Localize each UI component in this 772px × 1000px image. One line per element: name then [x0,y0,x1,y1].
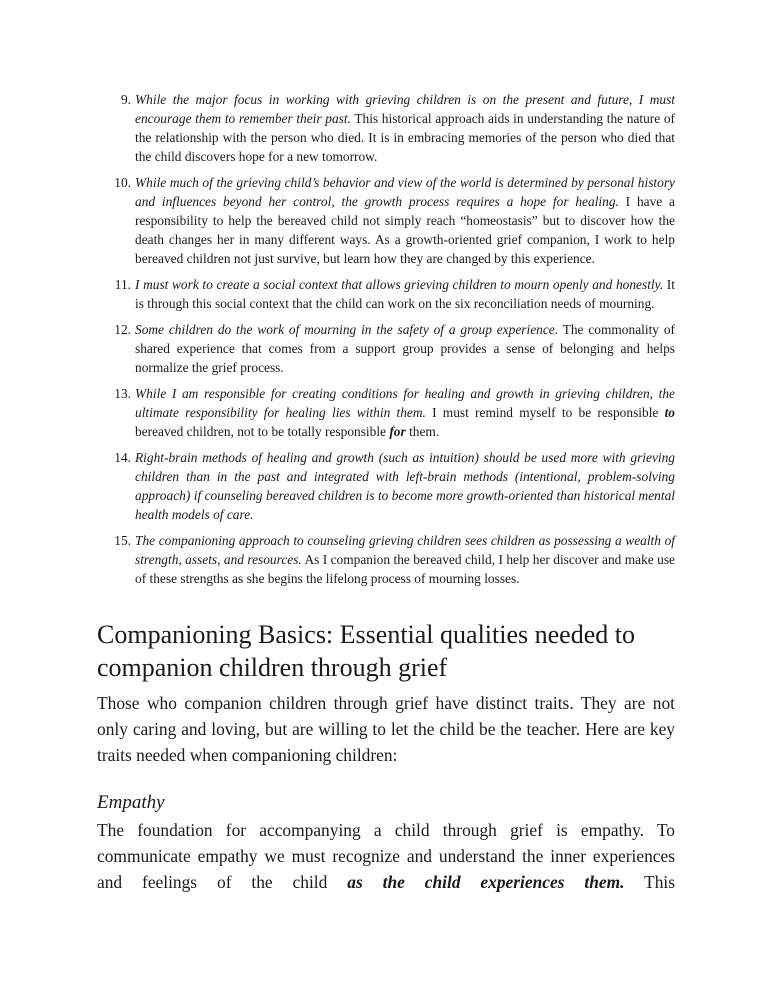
principles-list [97,90,675,595]
item-italic-text: While the major focus in working with grieving children is on the present and future, I must encourage them to remember their past. [135,92,675,126]
body-emphasis: as the child experiences them. [347,872,625,892]
body-text: This [624,872,676,892]
list-item [97,320,675,377]
item-number: 13. [114,386,131,401]
emphasis-to: to [664,405,675,420]
item-text: I have a responsibility to help the bereaved child not simply reach “homeostasis” but to discover how the death changes her in many different ways. As a growth-oriented grief companion, I work to help bereaved children not just survive, but learn how they are changed by this experience. [135,194,675,266]
empathy-paragraph [97,817,675,895]
item-text: It is through this social context that the child can work on the six reconciliation needs of mourning. [135,277,675,311]
list-item [97,384,675,441]
item-number: 14. [114,450,131,465]
item-number: 10. [114,175,131,190]
item-number: 15. [114,533,131,548]
item-text: them. [405,424,440,439]
intro-paragraph: Those who companion children through grief have distinct traits. They are not only caring and loving, but are willing to let the child be the teacher. Here are key traits needed when companioning children: [97,693,675,765]
item-italic-text: While I am responsible for creating conditions for healing and growth in grieving children, the ultimate responsibility for healing lies within them. [135,386,675,420]
emphasis-for: for [389,424,406,439]
list-item [97,173,675,268]
item-italic-text: Right-brain methods of healing and growth (such as intuition) should be used more with grieving children than in the past and integrated with left-brain methods (intentional, problem-solving approach) if counseling bereaved children is to become more growth-oriented than historical mental health models of care. [135,450,675,522]
item-italic-text: The companioning approach to counseling grieving children sees children as possessing a wealth of strength, assets, and resources. [135,533,675,567]
section-heading: Companioning Basics: Essential qualities needed to companion children through grief [97,620,635,682]
item-text: I must remind myself to be responsible [425,405,665,420]
item-italic-text: Some children do the work of mourning in the safety of a group experience. [135,322,559,337]
subheading-empathy: Empathy [97,792,165,813]
item-number: 11. [114,277,131,292]
item-text: As I companion the bereaved child, I help her discover and make use of these strengths as she begins the lifelong process of mourning losses. [135,552,675,586]
list-item [97,448,675,524]
item-text: The commonality of shared experience that comes from a support group provides a sense of belonging and helps normalize the grief process. [135,322,676,375]
list-item [97,275,675,313]
item-number: 12. [114,322,131,337]
item-text: bereaved children, not to be totally responsible [135,424,390,439]
list-item [97,90,675,166]
list-item [97,531,675,588]
body-text: The foundation for accompanying a child through grief is empathy. To communicate empathy we must recognize and understand the inner experiences and feelings of the child [97,820,675,892]
item-italic-text: I must work to create a social context that allows grieving children to mourn openly and honestly. [135,277,664,292]
item-italic-text: While much of the grieving child’s behavior and view of the world is determined by personal history and influences beyond her control, the growth process requires a hope for healing. [135,175,675,209]
item-text: This historical approach aids in understanding the nature of the relationship with the person who died. It is in embracing memories of the person who died that the child discovers hope for a new tomorrow. [135,111,676,164]
item-number: 9. [120,92,131,107]
